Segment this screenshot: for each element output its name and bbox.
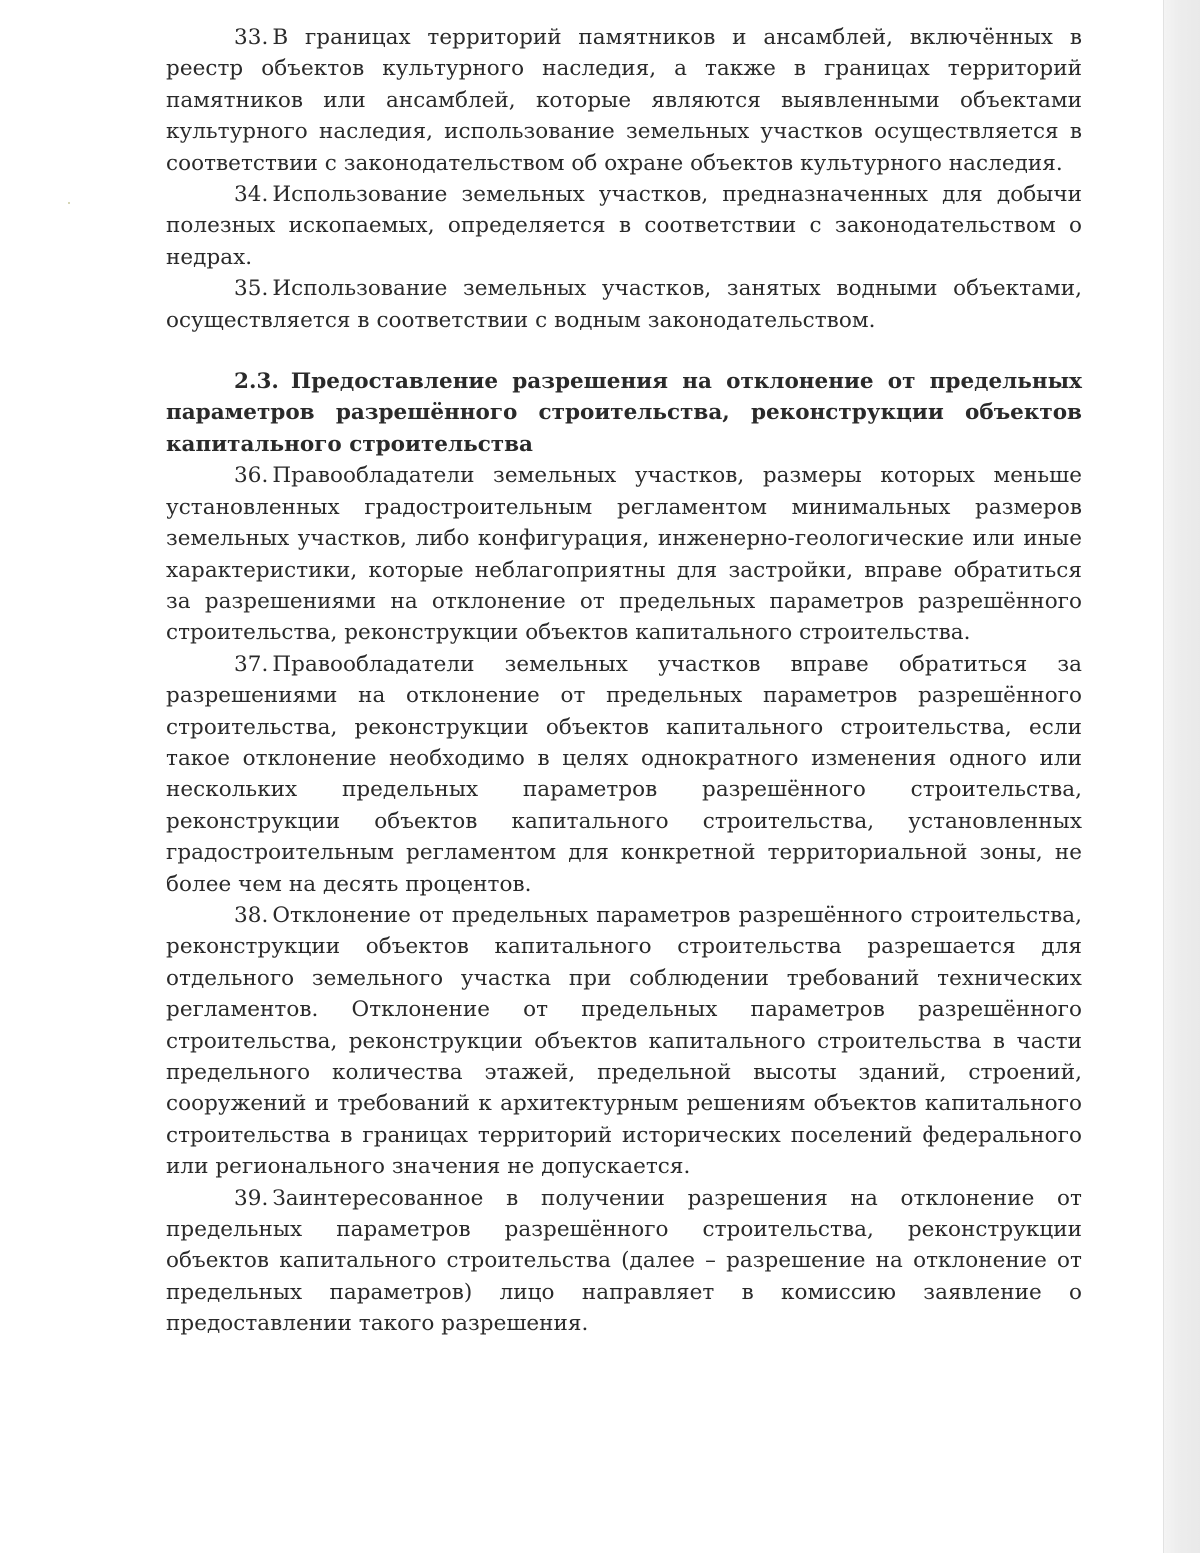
paragraph-number: 35. bbox=[234, 276, 269, 302]
scan-speck bbox=[68, 202, 70, 204]
section-spacer bbox=[166, 336, 1082, 366]
paragraph-number: 39. bbox=[234, 1185, 269, 1211]
paragraph-number: 37. bbox=[234, 651, 269, 677]
paragraph-39 bbox=[166, 1183, 1082, 1340]
paragraph-number: 36. bbox=[234, 463, 269, 489]
paragraph-text: В границах территорий памятников и ансамблей, включённых в реестр объектов культурного наследия, а также в границах территорий памятников или ансамблей, которые являются выявленными объектами культурного наследия, использование земельных участков осуществляется в соответствии с законодательством об охране объектов культурного наследия. bbox=[166, 25, 1082, 176]
paragraph-33 bbox=[166, 22, 1082, 179]
section-number: 2.3. bbox=[234, 369, 279, 395]
paragraph-text: Использование земельных участков, предназначенных для добычи полезных ископаемых, определяется в соответствии с законодательством о недрах. bbox=[166, 182, 1082, 270]
paragraph-38 bbox=[166, 900, 1082, 1183]
paragraph-number: 33. bbox=[234, 25, 269, 50]
paragraph-text: Заинтересованное в получении разрешения на отклонение от предельных параметров разрешённого строительства, реконструкции объектов капитального строительства (далее – разрешение на отклонение от предельных параметров) лицо направляет в комиссию заявление о предоставлении такого разрешения. bbox=[166, 1185, 1082, 1337]
paragraph-text: Использование земельных участков, занятых водными объектами, осуществляется в соответствии с водным законодательством. bbox=[166, 276, 1082, 333]
paragraph-36 bbox=[166, 460, 1082, 648]
document-page bbox=[166, 22, 1082, 1340]
paragraph-number: 34. bbox=[234, 182, 269, 208]
paragraph-text: Отклонение от предельных параметров разрешённого строительства, реконструкции объектов капитального строительства разрешается для отдельного земельного участка при соблюдении требований технических регламентов. Отклонение от предельных параметров разрешённого строительства, реконструкции объектов капитального строительства в части предельного количества этажей, предельной высоты зданий, строений, сооружений и требований к архитектурным решениям объектов капитального строительства в границах территорий исторических поселений федерального или регионального значения не допускается. bbox=[166, 902, 1082, 1180]
paragraph-text: Правообладатели земельных участков, размеры которых меньше установленных градостроительным регламентом минимальных размеров земельных участков, либо конфигурация, инженерно-геологические или иные характеристики, которые неблагоприятны для застройки, вправе обратиться за разрешениями на отклонение от предельных параметров разрешённого строительства, реконструкции объектов капитального строительства. bbox=[166, 463, 1082, 646]
paragraph-35 bbox=[166, 273, 1082, 336]
paragraph-text: Правообладатели земельных участков вправе обратиться за разрешениями на отклонение от предельных параметров разрешённого строительства, реконструкции объектов капитального строительства, если такое отклонение необходимо в целях однократного изменения одного или нескольких предельных параметров разрешённого строительства, реконструкции объектов капитального строительства, установленных градостроительным регламентом для конкретной территориальной зоны, не более чем на десять процентов. bbox=[166, 651, 1082, 897]
scan-edge-shadow bbox=[1163, 0, 1200, 1553]
paragraph-37 bbox=[166, 649, 1082, 900]
paragraph-34 bbox=[166, 179, 1082, 273]
section-heading bbox=[166, 366, 1082, 460]
section-title: Предоставление разрешения на отклонение от предельных параметров разрешённого строительства, реконструкции объектов капитального строительства bbox=[166, 369, 1082, 457]
paragraph-number: 38. bbox=[234, 902, 269, 928]
